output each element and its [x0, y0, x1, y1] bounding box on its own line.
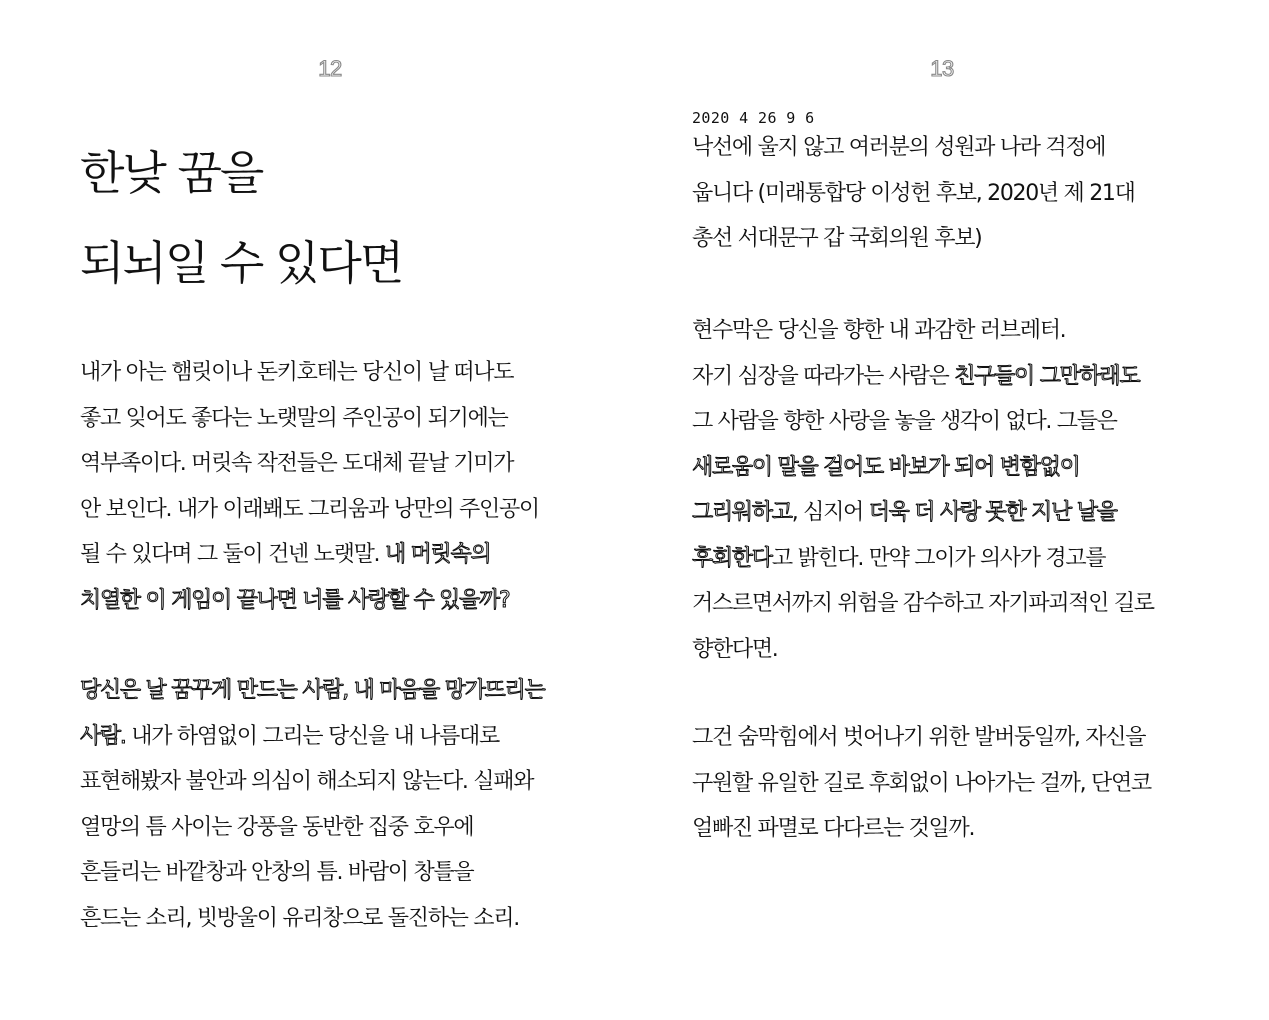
- outlined-text: 내 머릿속의: [384, 542, 491, 567]
- text-line: 현수막은 당신을 향한 내 과감한 러브레터.: [692, 318, 1066, 343]
- text-line: 거스르면서까지 위험을 감수하고 자기파괴적인 길로: [692, 591, 1154, 616]
- text-line: [80, 714, 545, 760]
- chapter-title-line: 되뇌일 수 있다면: [80, 236, 403, 290]
- text-line: 구원할 유일한 길로 후회없이 나아가는 걸까, 단연코: [692, 770, 1151, 796]
- outlined-text: 후회한다: [692, 545, 772, 571]
- page-number-left: 12: [318, 56, 342, 81]
- text-line: 그 사람을 향한 사랑을 놓을 생각이 없다. 그들은: [692, 409, 1117, 434]
- text-line: [692, 490, 1154, 536]
- chapter-title: [80, 128, 402, 308]
- text-line: 역부족이다. 머릿속 작전들은 도대체 끝날 기미가: [80, 451, 514, 476]
- outlined-text-line: 새로움이 말을 걸어도 바보가 되어 변함없이: [692, 454, 1080, 480]
- text-line: 총선 서대문구 갑 국회의원 후보): [692, 226, 982, 251]
- body-paragraph: [692, 308, 1154, 672]
- text-line: 그건 숨막힘에서 벗어나기 위한 발버둥일까, 자신을: [692, 725, 1146, 750]
- text-line: 표현해봤자 불안과 의심이 해소되지 않는다. 실패와: [80, 769, 534, 794]
- text-line: 낙선에 울지 않고 여러분의 성원과 나라 걱정에: [692, 135, 1106, 160]
- body-paragraph: [80, 350, 539, 623]
- text-line: 흔들리는 바깥창과 안창의 틈. 바람이 창틀을: [80, 860, 474, 885]
- text-line: 좋고 잊어도 좋다는 노랫말의 주인공이 되기에는: [80, 405, 508, 431]
- text-line: 열망의 틈 사이는 강풍을 동반한 집중 호우에: [80, 814, 474, 840]
- text-line: 안 보인다. 내가 이래봬도 그리움과 낭만의 주인공이: [80, 496, 539, 522]
- date-line: 2020 4 26 9 6: [692, 109, 815, 127]
- text-line: [80, 532, 539, 578]
- plain-text: 자기 심장을 따라가는 사람은: [692, 363, 955, 389]
- chapter-title-line: 한낮 꿈을: [80, 146, 263, 200]
- text-line: 얼빠진 파멸로 다다르는 것일까.: [692, 816, 975, 841]
- body-paragraph: [692, 715, 1151, 852]
- text-line: 흔드는 소리, 빗방울이 유리창으로 돌진하는 소리.: [80, 905, 519, 931]
- page-number-right: 13: [930, 56, 954, 81]
- body-paragraph: [692, 125, 1135, 262]
- text-line: 웁니다 (미래통합당 이성헌 후보, 2020년 제 21대: [692, 180, 1135, 206]
- plain-text: , 심지어: [791, 500, 869, 525]
- body-paragraph: [80, 668, 545, 941]
- outlined-text-line: 당신은 날 꿈꾸게 만드는 사람, 내 마음을 망가뜨리는: [80, 678, 545, 703]
- text-line: 향한다면.: [692, 636, 778, 662]
- outlined-text: 사람.: [80, 723, 126, 749]
- text-line: [692, 536, 1154, 582]
- outlined-text: 더욱 더 사랑 못한 지난 날을: [868, 500, 1117, 525]
- left-page: [0, 0, 634, 1020]
- text-line: [692, 354, 1154, 400]
- right-page: [634, 0, 1269, 1020]
- outlined-text: 그리워하고: [692, 500, 792, 525]
- plain-text: 내가 하염없이 그리는 당신을 내 나름대로: [125, 723, 499, 749]
- outlined-text: 친구들이 그만하래도: [954, 363, 1140, 389]
- plain-text: 고 밝힌다. 만약 그이가 의사가 경고를: [771, 545, 1106, 571]
- text-line: 내가 아는 햄릿이나 돈키호테는 당신이 날 떠나도: [80, 360, 514, 385]
- outlined-text-line: 치열한 이 게임이 끝나면 너를 사랑할 수 있을까?: [80, 587, 510, 613]
- plain-text: 될 수 있다며 그 둘이 건넨 노랫말.: [80, 542, 385, 567]
